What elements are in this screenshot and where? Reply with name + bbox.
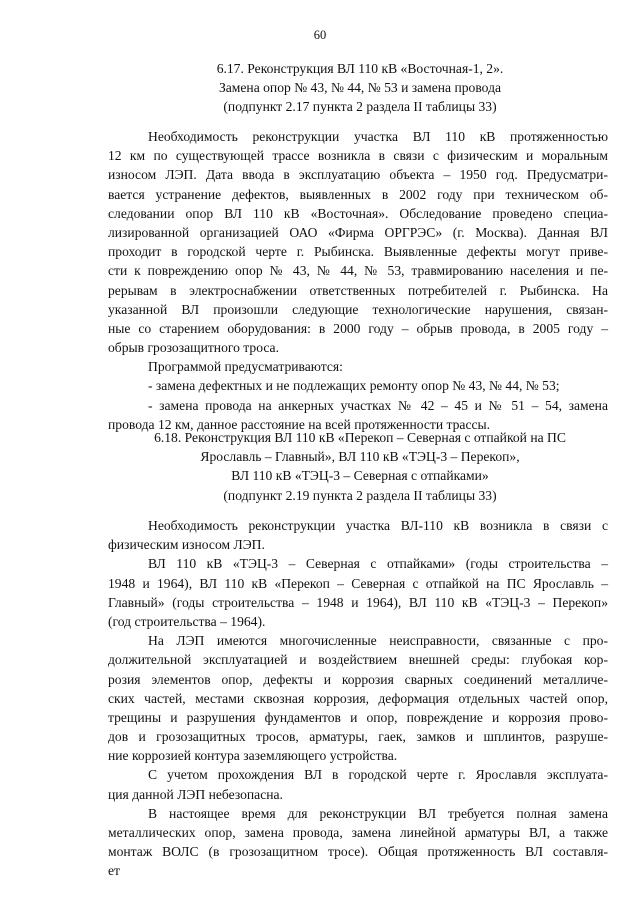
text-line: (год строительства – 1964). [108, 613, 266, 629]
text-line: износом ЛЭП. Дата ввода в эксплуатацию объекта – 1950 год. Предусматри- [108, 167, 608, 183]
text-line: На ЛЭП имеются многочисленные неисправности, связанные с про- [148, 633, 608, 649]
text-line: ВЛ 110 кВ «ТЭЦ-3 – Северная с отпайками» (годы строительства – [148, 556, 608, 572]
section-6-18-body [108, 516, 608, 881]
text-line: ние коррозией контура заземляющего устройства. [108, 748, 398, 764]
text-line: 1948 и 1964), ВЛ 110 кВ «Перекоп – Северная с отпайкой на ПС Ярославль – [108, 575, 608, 591]
text-line: лизированной организацией ОАО «Фирма ОРГРЭС» (г. Москва). Данная ВЛ [108, 224, 608, 240]
text-line: указанной ВЛ произошли следующие технологические нарушения, связан- [108, 301, 608, 317]
text-line: рерывам в электроснабжении ответственных потребителей г. Рыбинска. На [108, 282, 608, 298]
heading-line: (подпункт 2.17 пункта 2 раздела II таблицы 33) [223, 99, 497, 115]
text-line: ция данной ЛЭП небезопасна. [108, 786, 283, 802]
heading-line: 6.17. Реконструкция ВЛ 110 кВ «Восточная-1, 2». [216, 61, 504, 76]
text-line: В настоящее время для реконструкции ВЛ требуется полная замена [148, 805, 608, 821]
text-line: розия элементов опор, дефекты и коррозия сварных соединений металличе- [108, 671, 608, 687]
heading-line: ВЛ 110 кВ «ТЭЦ-3 – Северная с отпайками» [231, 468, 489, 484]
text-line: следовании опор ВЛ 110 кВ «Восточная». Обследование проведено специа- [108, 205, 608, 221]
heading-line: (подпункт 2.19 пункта 2 раздела II таблицы 33) [223, 487, 497, 503]
text-line: Необходимость реконструкции участка ВЛ-110 кВ возникла в связи с [148, 518, 608, 533]
text-line: ет [108, 863, 120, 879]
text-line: ских частей, местами сквозная коррозия, деформация отдельных частей опор, [108, 690, 608, 706]
heading-line: Ярославль – Главный», ВЛ 110 кВ «ТЭЦ-3 – Перекоп», [200, 449, 520, 465]
text-line: провода 12 км, данное расстояние на всей протяженности трассы. [108, 416, 491, 432]
text-line: должительной эксплуатацией и воздействием внешней среды: глубокая кор- [108, 652, 608, 668]
text-line: физическим износом ЛЭП. [108, 537, 265, 553]
page-number: 60 [313, 28, 327, 42]
text-line: проходит в городской черте г. Рыбинска. Выявленные дефекты могут приве- [108, 244, 608, 260]
section-6-17-body [108, 127, 608, 434]
text-line: дов и грозозащитных тросов, арматуры, гаек, замков и шплинтов, разруше- [108, 729, 608, 745]
heading-line: 6.18. Реконструкция ВЛ 110 кВ «Перекоп – Северная с отпайкой на ПС [154, 430, 566, 445]
section-6-18-heading [100, 428, 620, 505]
heading-line: Замена опор № 43, № 44, № 53 и замена провода [218, 80, 502, 96]
text-line: Необходимость реконструкции участка ВЛ 110 кВ протяженностью [148, 129, 608, 144]
text-line: Программой предусматриваются: [148, 359, 343, 375]
text-line: обрыв грозозащитного троса. [108, 340, 279, 356]
text-line: - замена провода на анкерных участках № 42 – 45 и № 51 – 54, замена [148, 397, 608, 413]
section-6-17-heading [100, 59, 620, 117]
text-line: металлических опор, замена провода, замена линейной арматуры ВЛ, а также [108, 825, 608, 840]
text-line: - замена дефектных и не подлежащих ремонту опор № 43, № 44, № 53; [148, 378, 560, 394]
text-line: ные со старением оборудования: в 2000 году – обрыв провода, в 2005 году – [108, 320, 608, 336]
text-line: вается устранение дефектов, выявленных в 2002 году при техническом об- [108, 186, 608, 202]
text-line: сти к повреждению опор № 43, № 44, № 53, травмированию населения и пе- [108, 263, 608, 279]
text-line: Главный» (годы строительства – 1948 и 1964), ВЛ 110 кВ «ТЭЦ-3 – Перекоп» [108, 594, 608, 610]
text-line: монтаж ВОЛС (в грозозащитном тросе). Общая протяженность ВЛ составля- [108, 844, 608, 860]
text-line: С учетом прохождения ВЛ в городской черте г. Ярославля эксплуата- [148, 767, 608, 783]
text-line: 12 км по существующей трассе возникла в связи с физическим и моральным [108, 148, 608, 164]
text-line: трещины и разрушения фундаментов и опор, повреждение и коррозия прово- [108, 709, 608, 725]
